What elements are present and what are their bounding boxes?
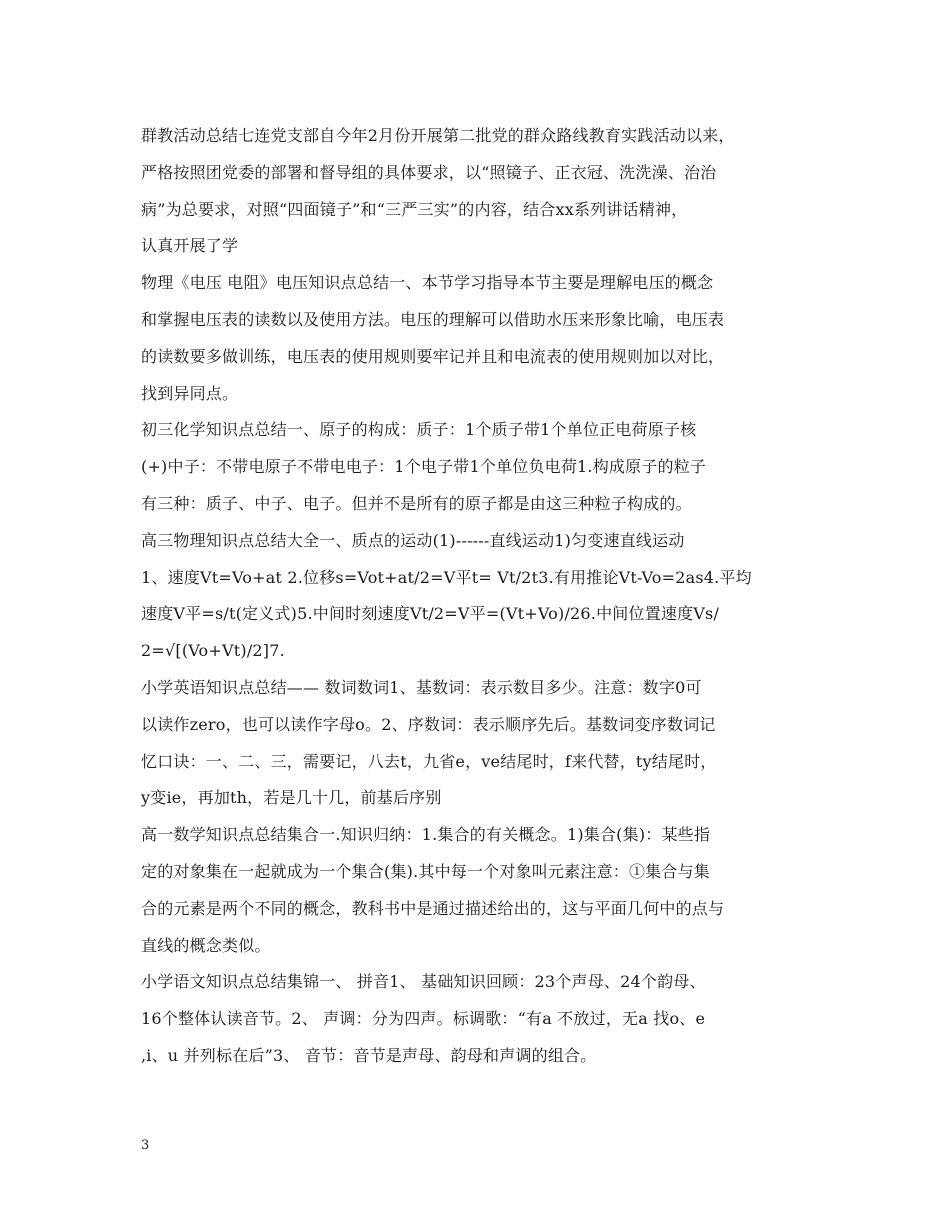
page-number: 3 (141, 1138, 150, 1153)
text-line: 高一数学知识点总结集合一.知识归纳：1.集合的有关概念。1)集合(集)：某些指 (141, 825, 711, 845)
text-line: 合的元素是两个不同的概念，教科书中是通过描述给出的，这与平面几何中的点与 (141, 898, 725, 918)
text-line: 严格按照团党委的部署和督导组的具体要求，以“照镜子、正衣冠、洗洗澡、治治 (141, 162, 717, 182)
text-line: 物理《电压 电阻》电压知识点总结一、本节学习指导本节主要是理解电压的概念 (141, 273, 714, 293)
text-line: 直线的概念类似。 (141, 935, 271, 955)
text-line: ,i、u 并列标在后”3、 音节：音节是声母、韵母和声调的组合。 (141, 1045, 597, 1065)
text-line: 病”为总要求，对照“四面镜子”和“三严三实”的内容，结合xx系列讲话精神， (141, 199, 688, 219)
text-line: 找到异同点。 (141, 383, 239, 403)
text-line: 以读作zero，也可以读作字母o。2、序数词：表示顺序先后。基数词变序数词记 (141, 714, 716, 734)
text-line: 高三物理知识点总结大全一、质点的运动(1)------直线运动1)匀变速直线运动 (141, 530, 685, 550)
text-line: 群教活动总结七连党支部自今年2月份开展第二批党的群众路线教育实践活动以来， (141, 126, 735, 145)
text-line: 定的对象集在一起就成为一个集合(集).其中每一个对象叫元素注意：①集合与集 (141, 861, 710, 881)
text-line: 有三种：质子、中子、电子。但并不是所有的原子都是由这三种粒子构成的。 (141, 493, 692, 513)
text-line: 和掌握电压表的读数以及使用方法。电压的理解可以借助水压来形象比喻，电压表 (141, 309, 725, 329)
text-line: 小学英语知识点总结—— 数词数词1、基数词：表示数目多少。注意：数字0可 (141, 677, 702, 697)
text-line: y变ie，再加th，若是几十几，前基后序别 (141, 788, 442, 808)
text-line: 小学语文知识点总结集锦一、 拼音1、 基础知识回顾：23个声母、24个韵母、 (141, 972, 706, 992)
text-line: 初三化学知识点总结一、原子的构成：质子：1个质子带1个单位正电荷原子核 (141, 420, 697, 440)
text-line: 认真开展了学 (141, 236, 239, 256)
text-line: 忆口诀：一、二、三，需要记，八去t，九省e，ve结尾时，f来代替，ty结尾时， (141, 751, 717, 771)
text-line: 1、速度Vt=Vo+at 2.位移s=Vot+at/2=V平t= Vt/2t3.有用推论Vt-Vo=2as4.平均 (141, 567, 752, 587)
document-body (141, 118, 806, 1075)
text-line: 2=√[(Vo+Vt)/2]7. (141, 641, 285, 661)
text-line: 16个整体认读音节。2、 声调：分为四声。标调歌：“有a 不放过，无a 找o、e (141, 1009, 706, 1029)
text-line: 速度V平=s/t(定义式)5.中间时刻速度Vt/2=V平=(Vt+Vo)/26.中间位置速度Vs/ (141, 604, 720, 624)
text-line: (+)中子：不带电原子不带电电子：1个电子带1个单位负电荷1.构成原子的粒子 (141, 457, 707, 477)
text-line: 的读数要多做训练，电压表的使用规则要牢记并且和电流表的使用规则加以对比， (141, 346, 725, 366)
